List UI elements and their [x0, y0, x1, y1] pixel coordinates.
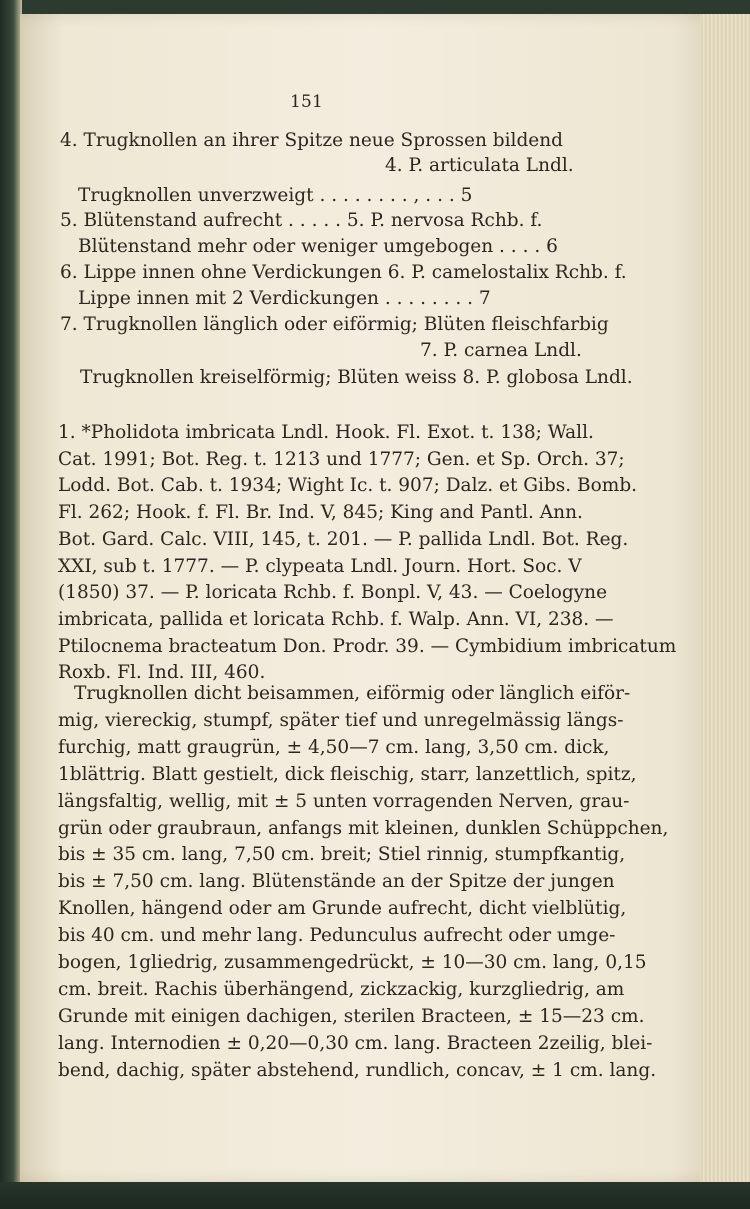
key-line: 7. Trugknollen länglich oder eiförmig; Blüten fleischfarbig [60, 314, 609, 335]
description-line: Grunde mit einigen dachigen, sterilen Bracteen, ± 15—23 cm. [58, 1005, 645, 1027]
citation-line: (1850) 37. — P. loricata Rchb. f. Bonpl. V, 43. — Coelogyne [58, 582, 608, 604]
citation-line: Lodd. Bot. Cab. t. 1934; Wight Ic. t. 907; Dalz. et Gibs. Bomb. [58, 475, 638, 497]
description-line: bis ± 7,50 cm. lang. Blütenstände an der Spitze der jungen [58, 871, 615, 893]
description-line: 1blättrig. Blatt gestielt, dick fleischig, starr, lanzettlich, spitz, [58, 763, 637, 785]
key-line: Trugknollen kreiselförmig; Blüten weiss 8. P. globosa Lndl. [80, 367, 633, 388]
book-cover-bottom [0, 1182, 750, 1209]
citation-line: Cat. 1991; Bot. Reg. t. 1213 und 1777; Gen. et Sp. Orch. 37; [58, 448, 625, 470]
key-line: Lippe innen mit 2 Verdickungen . . . . . . . . 7 [78, 288, 491, 309]
description-line: furchig, matt graugrün, ± 4,50—7 cm. lang, 3,50 cm. dick, [58, 736, 610, 758]
citation-line: XXI, sub t. 1777. — P. clypeata Lndl. Journ. Hort. Soc. V [58, 555, 582, 577]
key-line: 6. Lippe innen ohne Verdickungen 6. P. camelostalix Rchb. f. [60, 262, 627, 283]
page-number: 151 [290, 92, 324, 112]
description-line: grün oder graubraun, anfangs mit kleinen, dunklen Schüppchen, [58, 817, 669, 839]
key-result: 4. P. articulata Lndl. [385, 155, 574, 176]
description-line: mig, viereckig, stumpf, später tief und unregelmässig längs- [58, 709, 624, 731]
description-line: Knollen, hängend oder am Grunde aufrecht, dicht vielblütig, [58, 898, 627, 920]
citation-line: Roxb. Fl. Ind. III, 460. [58, 662, 266, 684]
description-line: Trugknollen dicht beisammen, eiförmig oder länglich eiför- [74, 683, 631, 704]
page-edge-stack [700, 14, 750, 1182]
description-line: cm. breit. Rachis überhängend, zickzackig, kurzgliedrig, am [58, 978, 625, 1000]
key-line: 4. Trugknollen an ihrer Spitze neue Sprossen bildend [60, 130, 564, 151]
description-line: längsfaltig, wellig, mit ± 5 unten vorragenden Nerven, grau- [58, 790, 630, 812]
citation-line: 1. *Pholidota imbricata Lndl. Hook. Fl. Exot. t. 138; Wall. [58, 422, 594, 443]
key-line: Blütenstand mehr oder weniger umgebogen . . . . 6 [78, 236, 558, 257]
key-line: 5. Blütenstand aufrecht . . . . . 5. P. nervosa Rchb. f. [60, 210, 543, 231]
key-line: Trugknollen unverzweigt . . . . . . . . , . . . 5 [78, 185, 473, 206]
description-line: bis ± 35 cm. lang, 7,50 cm. breit; Stiel rinnig, stumpfkantig, [58, 844, 626, 866]
citation-line: Ptilocnema bracteatum Don. Prodr. 39. — Cymbidium imbricatum [58, 635, 677, 657]
description-line: bend, dachig, später abstehend, rundlich, concav, ± 1 cm. lang. [58, 1059, 657, 1081]
citation-line: imbricata, pallida et loricata Rchb. f. Walp. Ann. VI, 238. — [58, 608, 614, 630]
citation-line: Bot. Gard. Calc. VIII, 145, t. 201. — P. pallida Lndl. Bot. Reg. [58, 528, 629, 550]
description-line: lang. Internodien ± 0,20—0,30 cm. lang. Bracteen 2zeilig, blei- [58, 1032, 653, 1054]
description-line: bogen, 1gliedrig, zusammengedrückt, ± 10—30 cm. lang, 0,15 [58, 952, 647, 973]
key-result: 7. P. carnea Lndl. [420, 340, 582, 361]
citation-line: Fl. 262; Hook. f. Fl. Br. Ind. V, 845; King and Pantl. Ann. [58, 502, 583, 524]
description-line: bis 40 cm. und mehr lang. Pedunculus aufrecht oder umge- [58, 925, 616, 947]
book-spine-edge [0, 0, 22, 1209]
